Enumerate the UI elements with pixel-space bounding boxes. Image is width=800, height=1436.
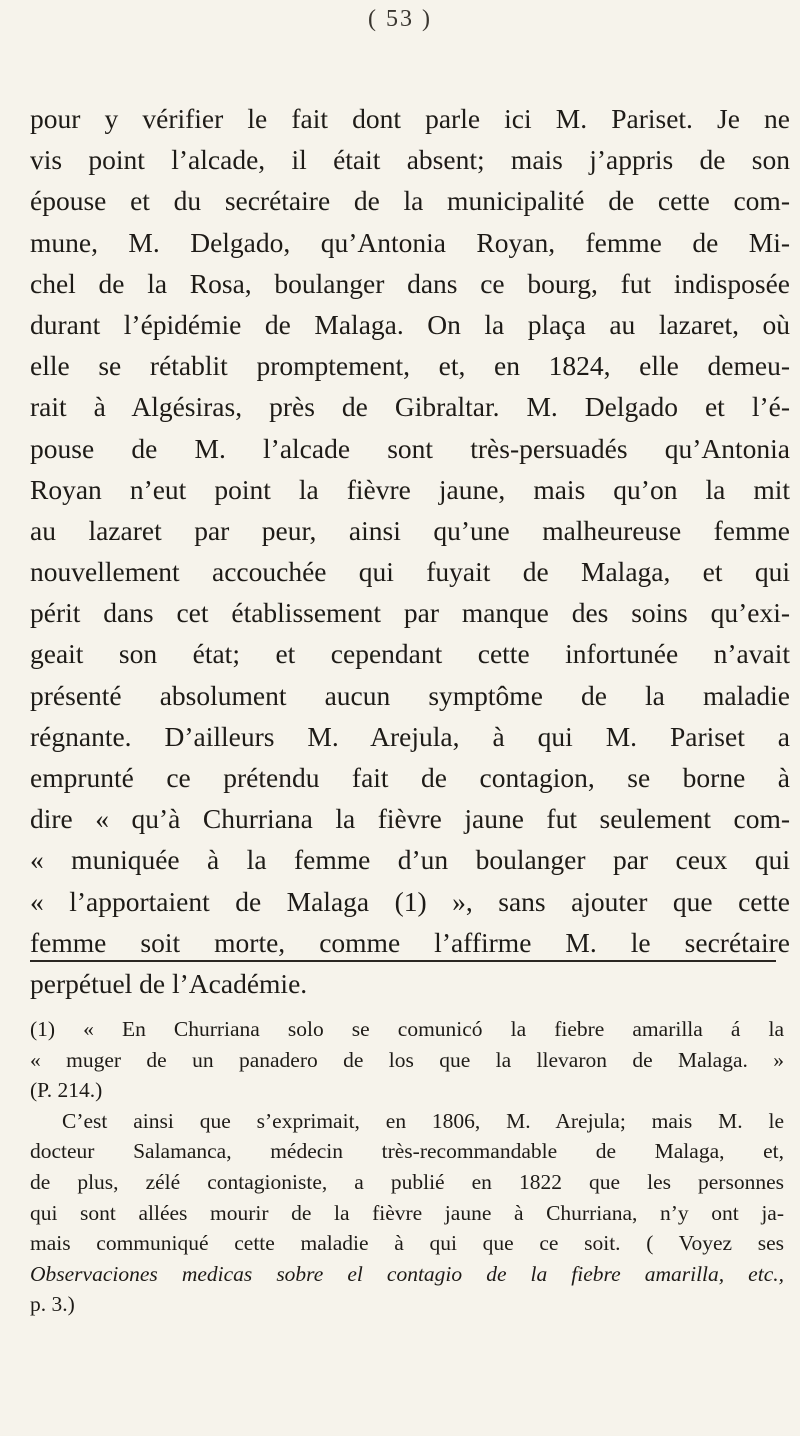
footnote-line: Observaciones medicas sobre el contagio de la fiebre amarilla, etc.,	[30, 1261, 784, 1286]
footnote-line: « muger de un panadero de los que la llevaron de Malaga. »	[30, 1047, 784, 1072]
text-line: présenté absolument aucun symptôme de la maladie	[30, 679, 790, 711]
footnote-separator	[30, 960, 776, 962]
footnote-line: p. 3.)	[30, 1292, 75, 1317]
text-line: elle se rétablit promptement, et, en 1824, elle demeu-	[30, 350, 790, 382]
main-text	[30, 98, 790, 1004]
footnotes	[30, 1014, 784, 1320]
text-line: pour y vérifier le fait dont parle ici M. Pariset. Je ne	[30, 103, 790, 134]
text-line: perpétuel de l’Académie.	[30, 967, 308, 999]
text-line: Royan n’eut point la fièvre jaune, mais qu’on la mit	[30, 473, 790, 505]
footnote-line: (1) « En Churriana solo se comunicó la fiebre amarilla á la	[30, 1017, 784, 1041]
text-line: chel de la Rosa, boulanger dans ce bourg, fut indisposée	[30, 267, 790, 299]
text-line: vis point l’alcade, il était absent; mais j’appris de son	[30, 144, 790, 176]
footnote-line: mais communiqué cette maladie à qui que ce soit. ( Voyez ses	[30, 1231, 784, 1256]
text-line: régnante. D’ailleurs M. Arejula, à qui M. Pariset a	[30, 720, 790, 752]
text-line: « l’apportaient de Malaga (1) », sans ajouter que cette	[30, 885, 790, 917]
text-line: rait à Algésiras, près de Gibraltar. M. Delgado et l’é-	[30, 391, 790, 423]
footnote-line: C’est ainsi que s’exprimait, en 1806, M. Arejula; mais M. le	[62, 1108, 784, 1133]
text-line: nouvellement accouchée qui fuyait de Malaga, et qui	[30, 556, 790, 588]
text-line: « muniquée à la femme d’un boulanger par ceux qui	[30, 844, 790, 876]
text-line: épouse et du secrétaire de la municipalité de cette com-	[30, 185, 790, 217]
text-line: durant l’épidémie de Malaga. On la plaça au lazaret, où	[30, 308, 790, 340]
text-line: périt dans cet établissement par manque des soins qu’exi-	[30, 597, 790, 629]
text-line: femme soit morte, comme l’affirme M. le secrétaire	[30, 926, 790, 958]
text-line: pouse de M. l’alcade sont très-persuadés qu’Antonia	[30, 432, 790, 464]
footnote-line: docteur Salamanca, médecin très-recommandable de Malaga, et,	[30, 1139, 784, 1164]
text-line: mune, M. Delgado, qu’Antonia Royan, femme de Mi-	[30, 226, 790, 258]
page-number: ( 53 )	[368, 6, 432, 32]
text-line: geait son état; et cependant cette infortunée n’avait	[30, 638, 790, 670]
text-line: emprunté ce prétendu fait de contagion, se borne à	[30, 762, 790, 793]
text-line: dire « qu’à Churriana la fièvre jaune fut seulement com-	[30, 803, 790, 835]
footnote-line: qui sont allées mourir de la fièvre jaune à Churriana, n’y ont ja-	[30, 1200, 784, 1225]
footnote-line: (P. 214.)	[30, 1078, 103, 1103]
footnote-line: de plus, zélé contagioniste, a publié en 1822 que les personnes	[30, 1169, 784, 1194]
text-line: au lazaret par peur, ainsi qu’une malheureuse femme	[30, 514, 790, 546]
